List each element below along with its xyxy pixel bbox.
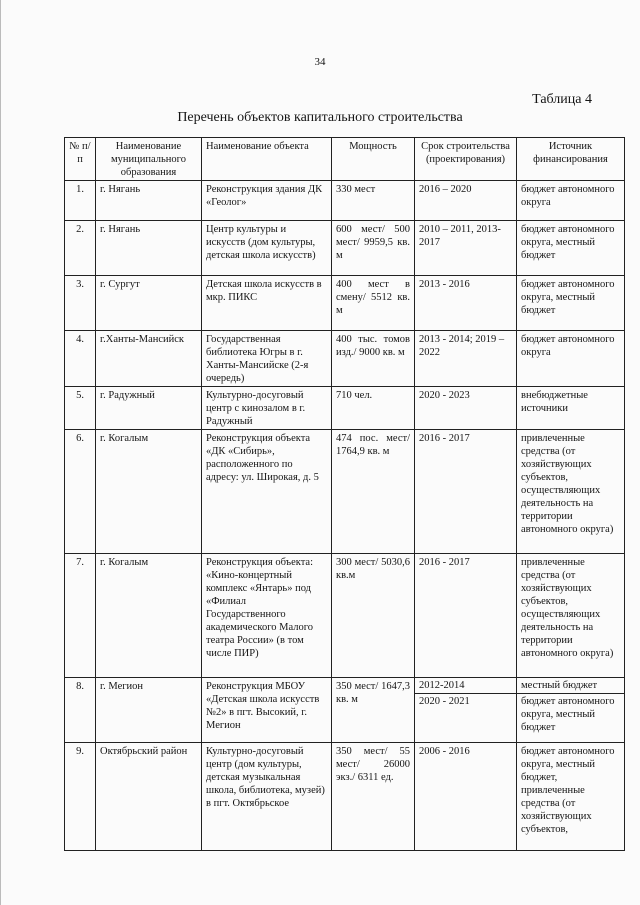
capacity-cell: 600 мест/ 500 мест/ 9959,5 кв. м: [332, 221, 415, 276]
row-number: 7.: [65, 554, 96, 678]
table-row: [65, 387, 625, 430]
capacity-cell: 350 мест/ 1647,3 кв. м: [332, 678, 415, 743]
table-row: [65, 276, 625, 331]
row-number: 1.: [65, 181, 96, 221]
column-header-capacity: Мощность: [332, 138, 415, 181]
object-name-cell: Центр культуры и искусств (дом культуры, детская школа искусств): [202, 221, 332, 276]
table-row: [65, 678, 625, 743]
term-cell: 2013 - 2016: [415, 276, 517, 331]
column-header-municipality: Наименование муниципального образования: [96, 138, 202, 181]
object-name-cell: Реконструкция объекта: «Кино-концертный комплекс «Янтарь» под «Филиал Государственного академического Малого театра России» (в том числе ПИР): [202, 554, 332, 678]
funding-cell: привлеченные средства (от хозяйствующих субъектов, осуществляющих деятельность на территории автономного округа): [517, 554, 625, 678]
column-header-term: Срок строительства (проектирования): [415, 138, 517, 181]
term-cell: [415, 678, 517, 743]
objects-table: [64, 137, 625, 851]
capacity-cell: 400 тыс. томов изд./ 9000 кв. м: [332, 331, 415, 387]
table-row: [65, 554, 625, 678]
object-name-cell: Реконструкция МБОУ «Детская школа искусств №2» в пгт. Высокий, г. Мегион: [202, 678, 332, 743]
funding-cell: бюджет автономного округа: [517, 181, 625, 221]
funding-cell: бюджет автономного округа, местный бюджет: [517, 276, 625, 331]
table-row: [65, 221, 625, 276]
funding-cell: бюджет автономного округа, местный бюджет: [517, 221, 625, 276]
table-body: [65, 181, 625, 851]
object-name-cell: Реконструкция здания ДК «Геолог»: [202, 181, 332, 221]
row-number: 6.: [65, 430, 96, 554]
table-header-row: [65, 138, 625, 181]
municipality-cell: г. Сургут: [96, 276, 202, 331]
row-number: 2.: [65, 221, 96, 276]
object-name-cell: Детская школа искусств в мкр. ПИКС: [202, 276, 332, 331]
object-name-cell: Культурно-досуговый центр (дом культуры, детская музыкальная школа, библиотека, музей) в пгт. Октябрьское: [202, 743, 332, 851]
term-cell: 2006 - 2016: [415, 743, 517, 851]
capacity-cell: 350 мест/ 55 мест/ 26000 экз./ 6311 ед.: [332, 743, 415, 851]
page-edge: [0, 0, 1, 905]
funding-cell: привлеченные средства (от хозяйствующих субъектов, осуществляющих деятельность на территории автономного округа): [517, 430, 625, 554]
capacity-cell: 300 мест/ 5030,6 кв.м: [332, 554, 415, 678]
column-header-object: Наименование объекта: [202, 138, 332, 181]
object-name-cell: Государственная библиотека Югры в г. Ханты-Мансийске (2-я очередь): [202, 331, 332, 387]
term-cell-part: 2012-2014: [419, 680, 465, 691]
funding-cell: бюджет автономного округа, местный бюджет, привлеченные средства (от хозяйствующих субъектов,: [517, 743, 625, 851]
capacity-cell: 330 мест: [332, 181, 415, 221]
column-header-funding: Источник финансирования: [517, 138, 625, 181]
document-title: Перечень объектов капитального строительства: [177, 110, 463, 125]
funding-cell: [517, 678, 625, 743]
term-cell: 2013 - 2014; 2019 – 2022: [415, 331, 517, 387]
term-cell: 2016 – 2020: [415, 181, 517, 221]
municipality-cell: г.Ханты-Мансийск: [96, 331, 202, 387]
funding-cell-part: местный бюджет: [521, 680, 598, 691]
municipality-cell: г. Радужный: [96, 387, 202, 430]
capacity-cell: 710 чел.: [332, 387, 415, 430]
table-row: [65, 743, 625, 851]
capacity-cell: 474 пос. мест/ 1764,9 кв. м: [332, 430, 415, 554]
term-cell: 2020 - 2023: [415, 387, 517, 430]
row-number: 4.: [65, 331, 96, 387]
column-header-number: № п/п: [65, 138, 96, 181]
row-number: 5.: [65, 387, 96, 430]
municipality-cell: г. Мегион: [96, 678, 202, 743]
table-label: Таблица 4: [532, 92, 592, 107]
funding-cell: бюджет автономного округа: [517, 331, 625, 387]
row-number: 3.: [65, 276, 96, 331]
capacity-cell: 400 мест в смену/ 5512 кв. м: [332, 276, 415, 331]
object-name-cell: Реконструкция объекта «ДК «Сибирь», расположенного по адресу: ул. Широкая, д. 5: [202, 430, 332, 554]
municipality-cell: г. Нягань: [96, 221, 202, 276]
funding-cell: внебюджетные источники: [517, 387, 625, 430]
term-cell: 2010 – 2011, 2013-2017: [415, 221, 517, 276]
municipality-cell: г. Когалым: [96, 554, 202, 678]
municipality-cell: г. Когалым: [96, 430, 202, 554]
row-number: 8.: [65, 678, 96, 743]
term-cell-part: 2020 - 2021: [415, 693, 516, 709]
table-row: [65, 430, 625, 554]
table-row: [65, 331, 625, 387]
object-name-cell: Культурно-досуговый центр с кинозалом в г. Радужный: [202, 387, 332, 430]
funding-cell-part: бюджет автономного округа, местный бюджет: [517, 693, 624, 735]
term-cell: 2016 - 2017: [415, 554, 517, 678]
term-cell: 2016 - 2017: [415, 430, 517, 554]
row-number: 9.: [65, 743, 96, 851]
page-number: 34: [314, 56, 326, 68]
municipality-cell: г. Нягань: [96, 181, 202, 221]
municipality-cell: Октябрьский район: [96, 743, 202, 851]
table-row: [65, 181, 625, 221]
